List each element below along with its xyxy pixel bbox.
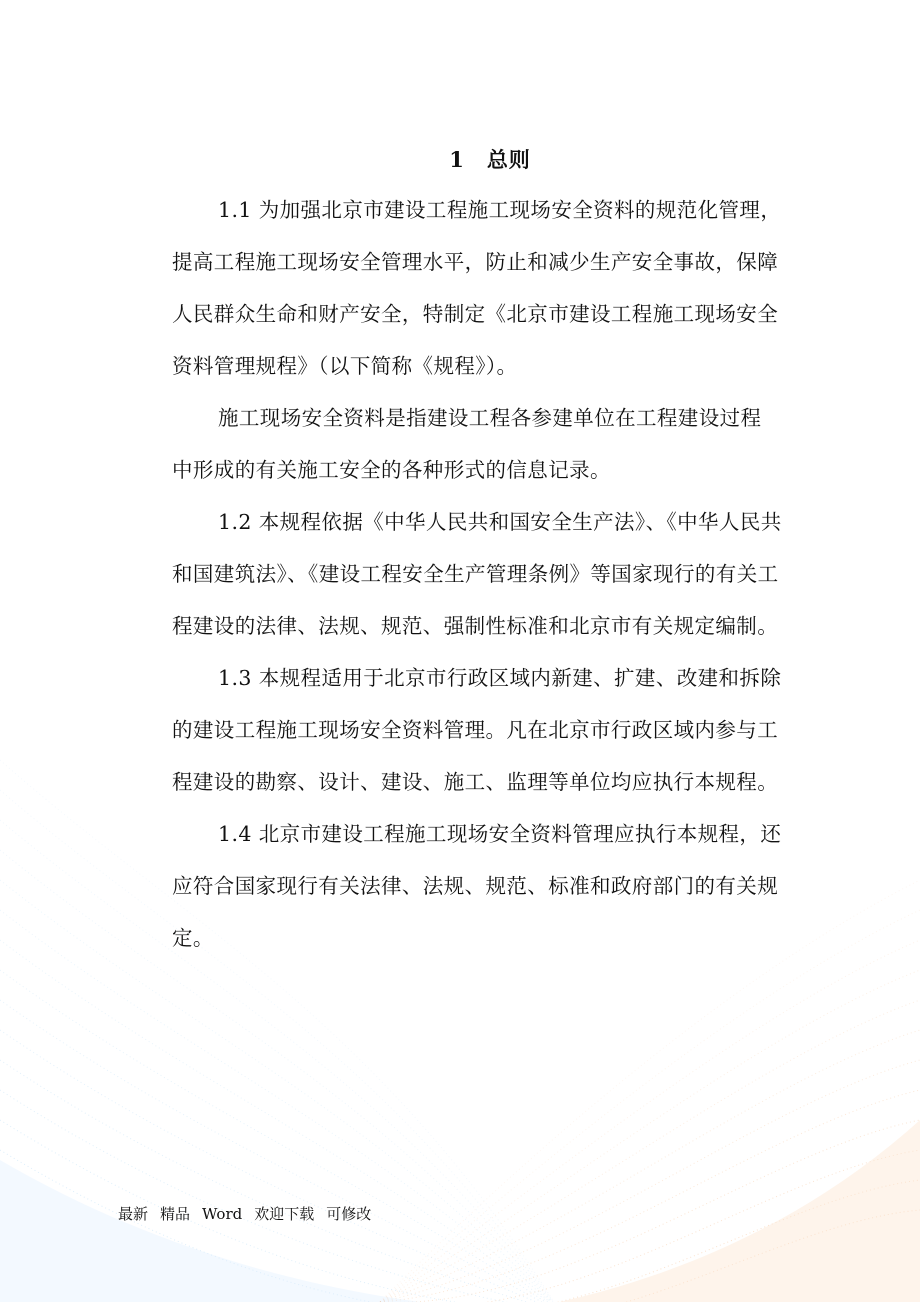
text-line: 施工现场安全资料是指建设工程各参建单位在工程建设过程 xyxy=(218,406,762,430)
text-line: 1.3 本规程适用于北京市行政区域内新建、扩建、改建和拆除 xyxy=(218,666,782,690)
text-line: 程建设的法律、法规、规范、强制性标准和北京市有关规定编制。 xyxy=(172,614,779,638)
section-number: 1 xyxy=(449,147,465,172)
footer-note xyxy=(118,1201,383,1227)
footer-item: 欢迎下载 xyxy=(254,1205,315,1223)
footer-item: 可修改 xyxy=(326,1205,372,1223)
document-body xyxy=(172,140,808,964)
section-heading xyxy=(172,140,808,180)
text-line: 提高工程施工现场安全管理水平，防止和减少生产安全事故，保障 xyxy=(172,250,779,274)
text-line: 的建设工程施工现场安全资料管理。凡在北京市行政区域内参与工 xyxy=(172,718,779,742)
text-line: 1.1 为加强北京市建设工程施工现场安全资料的规范化管理， xyxy=(218,198,782,222)
text-line: 人民群众生命和财产安全，特制定《北京市建设工程施工现场安全 xyxy=(172,302,779,326)
footer-item: 精品 xyxy=(160,1205,191,1223)
paragraph-1-3 xyxy=(172,652,808,808)
text-line: 中形成的有关施工安全的各种形式的信息记录。 xyxy=(172,458,611,482)
footer-item: Word xyxy=(202,1205,243,1223)
footer-item: 最新 xyxy=(118,1205,149,1223)
text-line: 和国建筑法》、《建设工程安全生产管理条例》等国家现行的有关工 xyxy=(172,562,779,586)
text-line: 程建设的勘察、设计、建设、施工、监理等单位均应执行本规程。 xyxy=(172,770,779,794)
text-line: 1.2 本规程依据《中华人民共和国安全生产法》、《中华人民共 xyxy=(218,510,782,534)
text-line: 定。 xyxy=(172,926,214,950)
paragraph-definition xyxy=(172,392,808,496)
paragraph-1-1 xyxy=(172,184,808,392)
text-line: 1.4 北京市建设工程施工现场安全资料管理应执行本规程，还 xyxy=(218,822,782,846)
paragraph-1-2 xyxy=(172,496,808,652)
paragraph-1-4 xyxy=(172,808,808,964)
section-title: 总则 xyxy=(486,147,531,172)
text-line: 应符合国家现行有关法律、法规、规范、标准和政府部门的有关规 xyxy=(172,874,779,898)
text-line: 资料管理规程》（以下简称《规程》）。 xyxy=(172,354,518,378)
